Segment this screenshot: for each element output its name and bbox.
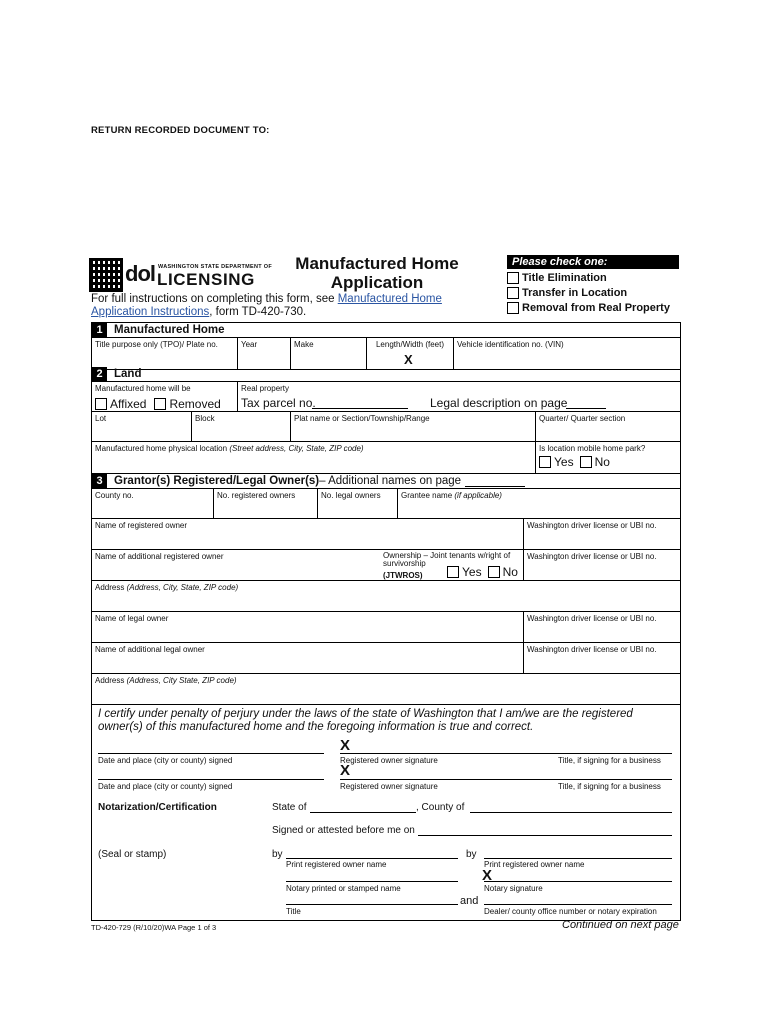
year-field[interactable] bbox=[238, 338, 291, 370]
quarter-field[interactable] bbox=[536, 412, 680, 442]
section-title: Grantor(s) Registered/Legal Owner(s) bbox=[114, 475, 320, 487]
check-label: Transfer in Location bbox=[522, 287, 628, 299]
instructions bbox=[91, 293, 451, 319]
tax-parcel-line[interactable] bbox=[312, 408, 408, 409]
jtwros-no-checkbox[interactable] bbox=[488, 566, 500, 578]
date-place-line-1[interactable] bbox=[98, 753, 324, 754]
grantee-field[interactable] bbox=[398, 489, 680, 519]
field-label: Is location mobile home park? bbox=[539, 444, 646, 453]
by-label: by bbox=[272, 849, 283, 860]
legal-address-field[interactable] bbox=[92, 674, 680, 705]
check-label: Removal from Real Property bbox=[522, 302, 670, 314]
section-number: 1 bbox=[92, 323, 107, 337]
title-biz-label: Title, if signing for a business bbox=[558, 756, 661, 765]
legal-owners-count-field[interactable] bbox=[318, 489, 398, 519]
check-heading: Please check one: bbox=[507, 255, 679, 269]
field-label: Name of registered owner bbox=[95, 521, 188, 530]
check-transfer-location[interactable] bbox=[507, 287, 679, 299]
field-hint: (Address, City State, ZIP code) bbox=[126, 676, 237, 685]
reg-address-field[interactable] bbox=[92, 581, 680, 612]
seal-label: (Seal or stamp) bbox=[98, 849, 167, 860]
field-label: Vehicle identification no. (VIN) bbox=[457, 340, 564, 349]
field-label: No. legal owners bbox=[321, 491, 381, 500]
barcode-icon bbox=[89, 258, 123, 292]
notary-x: X bbox=[482, 867, 493, 884]
county-of-label: , County of bbox=[416, 802, 465, 813]
print-name-label: Print registered owner name bbox=[484, 860, 585, 869]
field-hint: (if applicable) bbox=[454, 491, 502, 500]
legal-desc-line[interactable] bbox=[566, 408, 606, 409]
field-label: Make bbox=[294, 340, 314, 349]
field-label: Manufactured home will be bbox=[95, 384, 191, 393]
date-place-label: Date and place (city or county) signed bbox=[98, 756, 233, 765]
additional-names-label: – Additional names on page bbox=[319, 475, 462, 487]
title-label: Title bbox=[286, 907, 301, 916]
print-name-label: Print registered owner name bbox=[286, 860, 387, 869]
lot-field[interactable] bbox=[92, 412, 192, 442]
reg-sig-label: Registered owner signature bbox=[340, 782, 438, 791]
field-label: Length/Width (feet) bbox=[375, 340, 445, 349]
dealer-line[interactable] bbox=[484, 904, 672, 905]
county-line[interactable] bbox=[470, 812, 672, 813]
vin-field[interactable] bbox=[454, 338, 680, 370]
real-property-field bbox=[238, 382, 680, 412]
print-name-line-2[interactable] bbox=[484, 858, 672, 859]
field-label: Lot bbox=[95, 414, 107, 423]
field-label: Plat name or Section/Township/Range bbox=[294, 414, 430, 423]
form-title: Manufactured Home Application bbox=[295, 254, 459, 292]
park-field bbox=[536, 442, 680, 474]
field-label: Name of additional legal owner bbox=[95, 645, 205, 654]
ownership-label: Ownership – Joint tenants w/right of survivorship bbox=[383, 551, 511, 568]
add-legal-owner-license-field[interactable] bbox=[524, 643, 680, 674]
yes-label: Yes bbox=[462, 565, 482, 579]
signature-line-2[interactable] bbox=[340, 779, 672, 780]
location-field[interactable] bbox=[92, 442, 536, 474]
title-line[interactable] bbox=[286, 904, 458, 905]
field-label: Address bbox=[95, 676, 125, 685]
affixed-checkbox[interactable] bbox=[95, 398, 107, 410]
field-label: Washington driver license or UBI no. bbox=[527, 521, 657, 530]
date-place-label: Date and place (city or county) signed bbox=[98, 782, 233, 791]
dol-logo: dol bbox=[125, 261, 155, 286]
title-biz-label: Title, if signing for a business bbox=[558, 782, 661, 791]
add-reg-owner-license-field[interactable] bbox=[524, 550, 680, 581]
print-name-line-1[interactable] bbox=[286, 858, 458, 859]
jtwros-yes-checkbox[interactable] bbox=[447, 566, 459, 578]
field-label: Real property bbox=[241, 384, 290, 393]
checkbox[interactable] bbox=[507, 287, 519, 299]
by-label: by bbox=[466, 849, 477, 860]
section-2-header bbox=[92, 367, 680, 382]
section-1-header bbox=[92, 323, 680, 338]
notary-sig-label: Notary signature bbox=[484, 884, 543, 893]
continued-label: Continued on next page bbox=[562, 919, 679, 931]
date-place-line-2[interactable] bbox=[98, 779, 324, 780]
state-line[interactable] bbox=[310, 812, 416, 813]
affixed-label: Affixed bbox=[110, 397, 147, 411]
park-yes-checkbox[interactable] bbox=[539, 456, 551, 468]
instructions-suffix: , form TD-420-730. bbox=[209, 306, 307, 318]
removed-label: Removed bbox=[169, 397, 221, 411]
certification-text: I certify under penalty of perjury under the laws of the state of Washington that I am/we are the registered owner(s) of this manufactured home and the foregoing information is true and correct. bbox=[98, 708, 633, 733]
additional-names-line[interactable] bbox=[465, 486, 525, 487]
section-number: 3 bbox=[92, 474, 107, 488]
add-legal-owner-field[interactable] bbox=[92, 643, 524, 674]
sign-x: X bbox=[340, 737, 351, 754]
add-reg-owner-field[interactable] bbox=[92, 550, 524, 581]
section-3-header bbox=[92, 474, 680, 489]
field-label: Name of legal owner bbox=[95, 614, 169, 623]
notary-printed-label: Notary printed or stamped name bbox=[286, 884, 401, 893]
check-label: Title Elimination bbox=[522, 272, 607, 284]
tpo-plate-field[interactable] bbox=[92, 338, 238, 370]
field-label: Washington driver license or UBI no. bbox=[527, 645, 657, 654]
legal-owner-field[interactable] bbox=[92, 612, 524, 643]
legal-owner-license-field[interactable] bbox=[524, 612, 680, 643]
field-label: No. registered owners bbox=[217, 491, 296, 500]
reg-owner-license-field[interactable] bbox=[524, 519, 680, 550]
dealer-label: Dealer/ county office number or notary expiration bbox=[484, 907, 657, 916]
block-field[interactable] bbox=[192, 412, 291, 442]
field-label: Washington driver license or UBI no. bbox=[527, 614, 657, 623]
section-title: Manufactured Home bbox=[114, 324, 225, 336]
field-label: Address bbox=[95, 583, 125, 592]
park-no-checkbox[interactable] bbox=[580, 456, 592, 468]
logo-dept: WASHINGTON STATE DEPARTMENT OF bbox=[158, 264, 273, 270]
checkbox[interactable] bbox=[507, 272, 519, 284]
field-hint: (Address, City, State, ZIP code) bbox=[126, 583, 239, 592]
home-will-be-field bbox=[92, 382, 238, 412]
notary-heading: Notarization/Certification bbox=[98, 802, 217, 813]
field-label: Grantee name bbox=[401, 491, 453, 500]
field-label: Name of additional registered owner bbox=[95, 552, 224, 561]
notary-sig-line[interactable] bbox=[484, 881, 672, 882]
jtwros-label: (JTWROS) bbox=[383, 571, 423, 580]
instructions-link[interactable]: Manufactured Home Application Instructions bbox=[91, 293, 442, 318]
length-width-field[interactable] bbox=[367, 338, 454, 370]
form-frame bbox=[91, 322, 681, 921]
check-title-elimination[interactable] bbox=[507, 272, 679, 284]
section-title: Land bbox=[114, 368, 142, 380]
field-label: Block bbox=[195, 414, 215, 423]
removed-checkbox[interactable] bbox=[154, 398, 166, 410]
lw-x: X bbox=[404, 352, 413, 367]
state-of-label: State of bbox=[272, 802, 307, 813]
signed-date-line[interactable] bbox=[418, 835, 672, 836]
return-label: RETURN RECORDED DOCUMENT TO: bbox=[91, 125, 270, 136]
reg-owners-count-field[interactable] bbox=[214, 489, 318, 519]
no-label: No bbox=[502, 565, 518, 579]
plat-field[interactable] bbox=[291, 412, 536, 442]
field-label: Washington driver license or UBI no. bbox=[527, 552, 657, 561]
field-label: Title purpose only (TPO)/ Plate no. bbox=[95, 340, 218, 349]
form-number: TD-420-729 (R/10/20)WA Page 1 of 3 bbox=[91, 923, 217, 932]
checkbox[interactable] bbox=[507, 302, 519, 314]
field-label: Year bbox=[241, 340, 258, 349]
logo-name: LICENSING bbox=[157, 270, 255, 289]
county-no-field[interactable] bbox=[92, 489, 214, 519]
yes-label: Yes bbox=[554, 455, 574, 469]
notary-name-line[interactable] bbox=[286, 881, 458, 882]
field-label: Quarter/ Quarter section bbox=[539, 414, 626, 423]
legal-desc-label: Legal description on page bbox=[430, 396, 568, 410]
section-number: 2 bbox=[92, 367, 107, 381]
make-field[interactable] bbox=[291, 338, 367, 370]
reg-sig-label: Registered owner signature bbox=[340, 756, 438, 765]
reg-owner-field[interactable] bbox=[92, 519, 524, 550]
signed-before-label: Signed or attested before me on bbox=[272, 825, 415, 836]
no-label: No bbox=[594, 455, 610, 469]
field-hint: (Street address, City, State, ZIP code) bbox=[229, 444, 364, 453]
check-removal[interactable] bbox=[507, 302, 679, 314]
instructions-prefix: For full instructions on completing this form, see bbox=[91, 293, 338, 305]
check-one-box bbox=[507, 255, 679, 314]
field-label: County no. bbox=[95, 491, 134, 500]
tax-parcel-label: Tax parcel no. bbox=[241, 396, 316, 410]
signature-line-1[interactable] bbox=[340, 753, 672, 754]
field-label: Manufactured home physical location bbox=[95, 444, 228, 453]
sign-x: X bbox=[340, 762, 351, 779]
and-label: and bbox=[460, 895, 479, 907]
